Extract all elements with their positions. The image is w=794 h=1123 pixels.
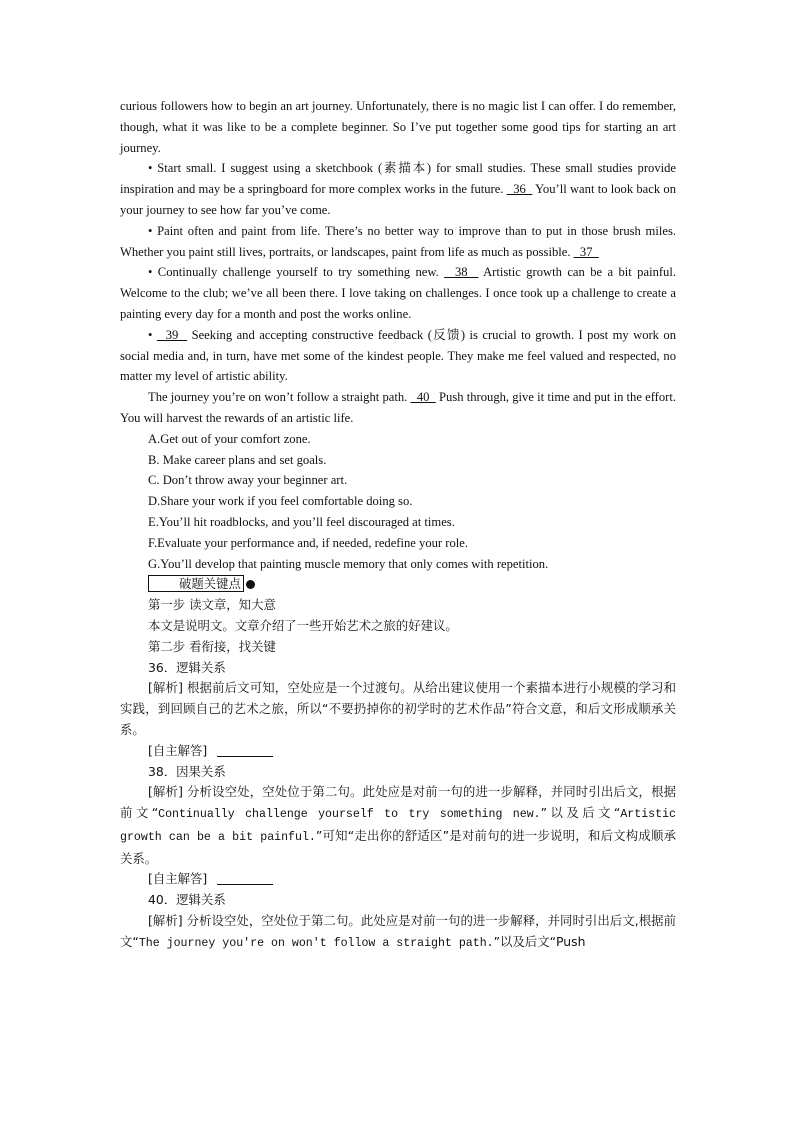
self-answer-label: [自主解答] [148,742,208,758]
q38-self-answer-row [120,869,676,890]
blank-37[interactable]: 37 [573,244,599,259]
q38-text-a: [解析] 分析设空处，空处位于第二句。此处应是对前一句的进一步解释，并同时引出后文，根据前文“ [120,784,676,821]
blank-40[interactable]: 40 [410,390,436,405]
q40-analysis [120,911,676,955]
closing-text-end: Push through, give it time and put in the effort. You will harvest the rewards of an artistic life. [120,390,677,425]
options-list [120,429,676,575]
tip-paint-often [120,221,676,263]
tip4-bullet: • [148,327,157,342]
option-f[interactable]: F.Evaluate your performance and, if needed, redefine your role. [148,535,468,550]
tip-start-small [120,158,676,220]
step2-title: 第二步 看衔接，找关键 [148,638,276,654]
closing-paragraph [120,387,676,429]
option-a[interactable]: A.Get out of your comfort zone. [148,431,311,446]
tip3-text-end: Artistic growth can be a bit painful. Welcome to the club; we’ve all been there. I love taking on challenges. I once took up a challenge to create a painting every day for a month and post the works online. [120,265,677,321]
q40-text-b: ”以及后文“Push [493,933,586,949]
tip1-text: • Start small. I suggest using a sketchbook (素描本) for small studies. These small studies provide inspiration and may be a springboard for more complex works in the future. [120,161,676,197]
q38-text-c: ”可知“走出你的舒适区”是对前句的进一步说明，和后文构成顺承关系。 [120,827,677,866]
option-d[interactable]: D.Share your work if you feel comfortable doing so. [148,494,413,509]
q40-title: 40．逻辑关系 [148,892,226,908]
closing-text: The journey you’re on won’t follow a straight path. [148,390,411,405]
blank-38[interactable]: 38 [444,265,479,280]
tip-feedback [120,325,676,387]
bullet-dot-icon [246,580,255,589]
q36-title: 36．逻辑关系 [148,659,226,675]
blank-39[interactable]: 39 [156,327,188,342]
q38-title: 38．因果关系 [148,763,226,779]
tip-challenge [120,262,676,324]
q40-quote-1: The journey you're on won't follow a straight path. [138,936,494,950]
q38-quote-2: Artistic growth can be a bit painful. [120,808,677,844]
answer-blank-36[interactable] [217,742,273,757]
intro-paragraph [120,96,676,158]
option-e[interactable]: E.You’ll hit roadblocks, and you’ll feel discouraged at times. [148,514,455,529]
q38-analysis [120,782,676,869]
tip1-text-end: You’ll want to look back on your journey to see how far you’ve come. [120,182,676,217]
tip2-text: • Paint often and paint from life. There’s no better way to improve than to put in those brush miles. Whether you paint still lives, portraits, or landscapes, paint from life as much as possible. [120,223,676,259]
q36-self-answer-row [120,741,676,762]
tip3-text: • Continually challenge yourself to try something new. [148,265,445,280]
blank-36[interactable]: 36 [506,182,533,197]
document-page [120,96,676,955]
q38-text-b: ”以及后文“ [540,805,621,821]
tip4-text: Seeking and accepting constructive feedback (反馈) is crucial to growth. I post my work on social media and, in turn, have met some of the kindest people. They make me feel valued and respected, no matter my level of artistic ability. [120,327,677,384]
analysis-section [120,574,676,954]
self-answer-label: [自主解答] [148,871,208,887]
option-b[interactable]: B. Make career plans and set goals. [148,452,327,467]
analysis-heading: 破题关键点 [148,575,244,592]
step1-text: 本文是说明文。文章介绍了一些开始艺术之旅的好建议。 [148,617,458,633]
intro-text: curious followers how to begin an art journey. Unfortunately, there is no magic list I can offer. I do remember, though, what it was like to be a complete beginner. So I’ve put together some good tips for starting an art journey. [120,99,676,155]
q40-text-a: [解析] 分析设空处，空处位于第二句。此处应是对前一句的进一步解释，并同时引出后文,根据前文“ [120,913,676,949]
q36-analysis: [解析] 根据前后文可知，空处应是一个过渡句。从给出建议使用一个素描本进行小规模的学习和实践，到回顾自己的艺术之旅，所以“不要扔掉你的初学时的艺术作品”符合文意，和后文形成顺承关系。 [120,680,676,737]
q38-quote-1: Continually challenge yourself to try something new. [158,808,541,822]
step1-title: 第一步 读文章，知大意 [148,597,276,613]
answer-blank-38[interactable] [217,870,273,885]
option-g[interactable]: G.You’ll develop that painting muscle memory that only comes with repetition. [148,556,549,571]
analysis-heading-row [120,574,676,595]
option-c[interactable]: C. Don’t throw away your beginner art. [148,473,348,488]
